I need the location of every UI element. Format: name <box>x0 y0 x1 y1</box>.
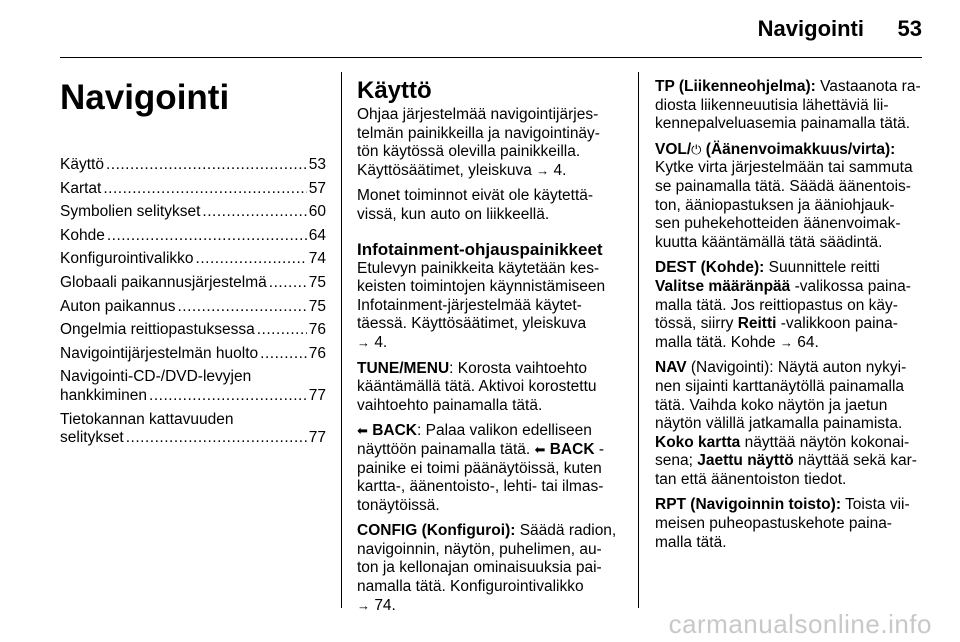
toc-entry-page: 75 <box>308 297 326 315</box>
toc-leader-dots <box>149 387 307 406</box>
power-icon: ⏻ <box>691 141 702 157</box>
text: täessä. Käyttösäätimet, yleiskuva <box>357 315 587 333</box>
toc-leader-dots <box>202 203 306 222</box>
text: -valikossa paina- <box>794 277 911 295</box>
column-divider-2 <box>638 72 639 608</box>
left-arrow-icon: ⬅ <box>357 423 368 439</box>
buttons-intro-paragraph <box>357 260 619 353</box>
text: kennepalveluasemia painamalla tätä. <box>655 115 911 133</box>
text: näyttää näytön kokonai- <box>744 433 910 451</box>
toc-entry-label: Navigointijärjestelmän huolto <box>60 344 259 362</box>
page-reference[interactable]: 74. <box>374 596 396 614</box>
toc-entry-page: 53 <box>308 156 326 173</box>
toc-leader-dots <box>106 156 307 175</box>
text: näyttöön painamalla tätä. <box>357 440 531 458</box>
text: malla tätä. Kohde <box>655 333 776 351</box>
page-reference-icon: → <box>357 597 370 613</box>
toc-entry-label: hankkiminen <box>60 386 148 404</box>
page-reference-icon: → <box>536 162 550 178</box>
text: Kytke virta järjestelmään tai sammuta <box>655 159 913 177</box>
text: telmän painikkeilla ja navigointinäy- <box>357 124 600 142</box>
toc-leader-dots <box>257 321 307 340</box>
text: diosta liikenneuutisia lähettäviä lii- <box>655 96 889 114</box>
toc-entry[interactable] <box>60 368 326 405</box>
toc-entry-label: Konfigurointivalikko <box>60 250 194 268</box>
toc-entry[interactable] <box>60 345 326 364</box>
text: Säädä radion, <box>519 522 617 540</box>
text: tätä. Vaihda koko näytön ja jaetun <box>655 396 888 414</box>
text: Vastaanota ra- <box>820 78 921 95</box>
section-title: Käyttö <box>357 77 432 104</box>
toc-entry-label: Auton paikannus <box>60 297 176 315</box>
dest-paragraph <box>655 259 925 352</box>
toc-entry-page: 77 <box>308 429 326 447</box>
subheading-infotainment-buttons: Infotainment-ohjauspainikkeet <box>357 239 603 259</box>
text: näyttää sekä kar- <box>798 452 917 470</box>
text: Toista vii- <box>845 496 910 514</box>
left-arrow-icon: ⬅ <box>534 441 546 457</box>
toc-entry-page: 75 <box>308 273 326 291</box>
toc-leader-dots <box>269 274 307 293</box>
nav-label: NAV <box>655 359 687 377</box>
toc-entry-page: 76 <box>308 321 326 339</box>
rpt-paragraph <box>655 496 925 552</box>
vol-label: VOL/ <box>655 140 692 158</box>
text: : Palaa valikon edelliseen <box>417 422 592 440</box>
text: : Korosta vaihtoehto <box>449 359 588 377</box>
header-title: Navigointi <box>757 16 864 41</box>
menu-name: Reitti <box>737 315 777 333</box>
text: ton, ääniopastuksen ja ääniohjauk- <box>655 196 895 214</box>
text: navigoinnin, näytön, puhelimen, au- <box>357 540 602 558</box>
back-label: BACK <box>549 440 595 458</box>
toc-entry-label: Kohde <box>60 226 105 244</box>
toc-leader-dots <box>177 298 306 317</box>
dest-label: DEST (Kohde): <box>655 259 765 277</box>
toc-entry-page: 76 <box>308 344 326 362</box>
toc-leader-dots <box>103 180 306 199</box>
note-paragraph <box>357 187 619 224</box>
text: Ohjaa järjestelmää navigointijärjes- <box>357 106 599 123</box>
toc-column <box>60 78 326 453</box>
toc-entry-label: Navigointi-CD-/DVD-levyjen <box>60 368 252 386</box>
page-reference-icon: → <box>357 334 370 350</box>
toc-leader-dots <box>196 250 307 269</box>
text: ton ja kellonajan ominaisuuksia pai- <box>357 559 602 577</box>
text: vaihtoehto painamalla tätä. <box>357 396 543 414</box>
text: nen sijainti karttanäytöllä painamalla <box>655 377 905 395</box>
toc-entry-label: Käyttö <box>60 156 104 173</box>
toc-entry-label: Symbolien selitykset <box>60 203 201 221</box>
page-reference-icon: → <box>779 334 793 350</box>
page-reference[interactable]: 4. <box>374 333 388 351</box>
text: se painamalla tätä. Säädä äänentois- <box>655 177 911 195</box>
toc-leader-dots <box>126 429 307 448</box>
tp-paragraph <box>655 78 925 134</box>
toc-entry-page: 77 <box>308 386 326 404</box>
toc-entry-label: Globaali paikannusjärjestelmä <box>60 273 267 291</box>
text: tön käytössä olevilla painikkeilla. <box>357 143 581 161</box>
text: kuutta kääntämällä tätä säädintä. <box>655 233 883 251</box>
text: näytön välillä jatkamalla painamista. <box>655 415 903 433</box>
text: kääntämällä tätä. Aktivoi korostettu <box>357 378 597 396</box>
text: meisen puheopastuskehote paina- <box>655 515 892 533</box>
toc-entry-label: Ongelmia reittiopastuksessa <box>60 321 255 339</box>
toc-entry-label: Kartat <box>60 179 102 197</box>
toc-leader-dots <box>107 227 307 246</box>
toc-entry[interactable] <box>60 298 326 317</box>
text: painike ei toimi päänäytöissä, kuten <box>357 459 602 477</box>
text: malla tätä. Jos reittiopastus on käy- <box>655 296 898 314</box>
toc-entry[interactable] <box>60 156 326 175</box>
text: malla tätä. <box>655 533 727 551</box>
toc-entry-page: 57 <box>308 179 326 197</box>
toc-leader-dots <box>260 345 307 364</box>
tp-label: TP (Liikenneohjelma): <box>655 78 816 95</box>
view-name: Jaettu näyttö <box>697 452 794 470</box>
intro-paragraph <box>357 106 619 180</box>
text: tonäytöissä. <box>357 496 440 514</box>
watermark: carmanualsonline.info <box>668 609 932 639</box>
tune-menu-label: TUNE/MENU <box>357 359 450 377</box>
toc-entry[interactable] <box>60 321 326 340</box>
toc-entry[interactable] <box>60 227 326 246</box>
view-name: Koko kartta <box>655 433 741 451</box>
toc-entry-label: Tietokannan kattavuuden <box>60 410 234 428</box>
text: - <box>598 440 604 458</box>
text: (Navigointi): Näytä auton nykyi- <box>690 359 907 377</box>
chapter-title: Navigointi <box>60 78 230 117</box>
text: Suunnittele reitti <box>768 259 880 277</box>
menu-name: Valitse määränpää <box>655 277 791 295</box>
toc-entry[interactable] <box>60 250 326 269</box>
rpt-label: RPT (Navigoinnin toisto): <box>655 496 841 514</box>
text: Käyttösäätimet, yleiskuva <box>357 161 532 179</box>
text: sena; <box>655 452 693 470</box>
toc-entry-label: selitykset <box>60 429 124 447</box>
toc-entry[interactable] <box>60 203 326 222</box>
config-paragraph <box>357 522 619 615</box>
header-page-number: 53 <box>897 16 922 41</box>
text: Infotainment-järjestelmää käytet- <box>357 296 582 314</box>
toc-entry-page: 64 <box>308 226 326 244</box>
text: Etulevyn painikkeita käytetään kes- <box>357 259 600 277</box>
text: -valikkoon paina- <box>780 315 898 333</box>
toc-list <box>60 156 326 448</box>
back-paragraph <box>357 422 619 515</box>
text: sen puhekehotteiden äänenvoimak- <box>655 215 901 233</box>
vol-label-description: (Äänenvoimakkuus/virta): <box>705 140 896 158</box>
vol-paragraph <box>655 141 925 253</box>
page-reference[interactable]: 4. <box>553 161 567 179</box>
page-reference[interactable]: 64. <box>797 333 819 351</box>
back-label: BACK <box>372 422 417 440</box>
nav-paragraph <box>655 359 925 489</box>
toc-entry-page: 74 <box>308 250 326 268</box>
column-divider-1 <box>341 72 342 608</box>
toc-entry-page: 60 <box>308 203 326 221</box>
text: tan että äänentoiston tiedot. <box>655 470 847 488</box>
tune-menu-paragraph <box>357 360 619 416</box>
header-rule <box>60 57 922 58</box>
toc-entry[interactable] <box>60 411 326 448</box>
toc-entry[interactable] <box>60 180 326 199</box>
text: keisten toimintojen käynnistämiseen <box>357 278 606 296</box>
text: Monet toiminnot eivät ole käytettä- <box>357 187 594 205</box>
toc-entry[interactable] <box>60 274 326 293</box>
text: tössä, siirry <box>655 315 734 333</box>
text: namalla tätä. Konfigurointivalikko <box>357 578 584 596</box>
buttons-column <box>655 78 925 559</box>
usage-column <box>357 78 619 622</box>
config-label: CONFIG (Konfiguroi): <box>357 522 516 540</box>
text: vissä, kun auto on liikkeellä. <box>357 205 550 223</box>
text: kartta-, äänentoisto-, lehti- tai ilmas- <box>357 478 604 496</box>
